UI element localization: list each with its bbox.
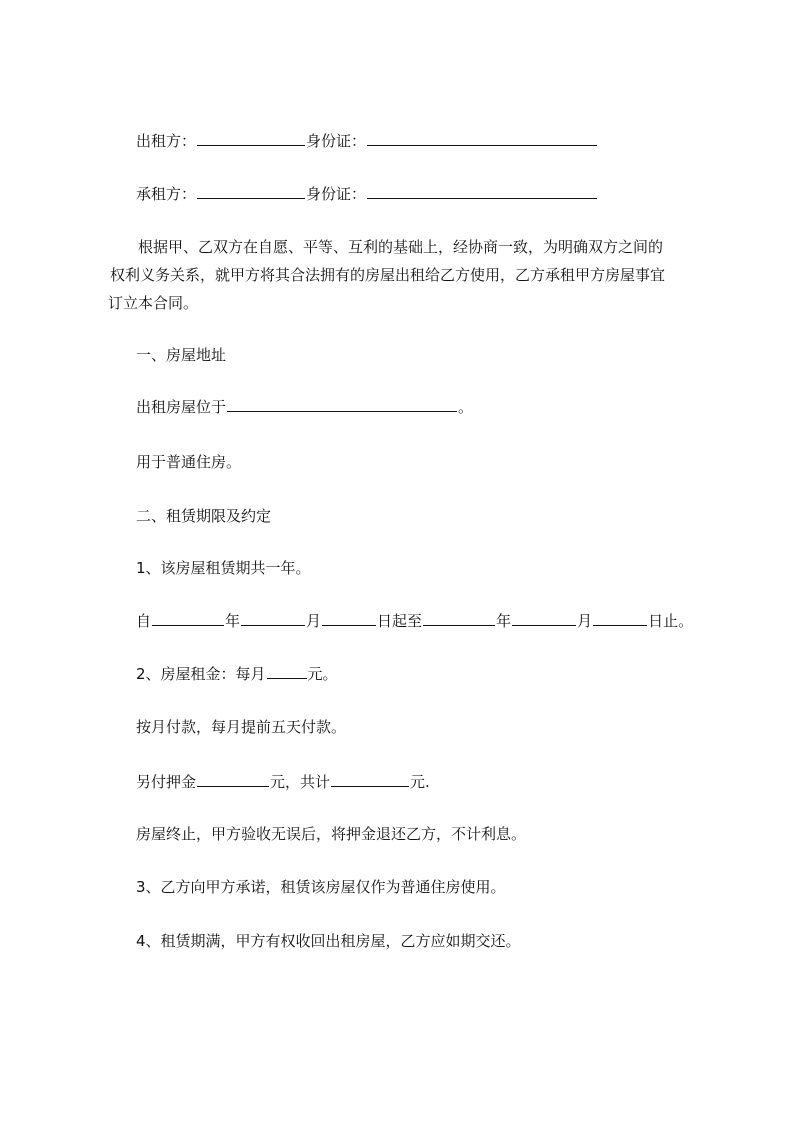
period-from: 自: [136, 612, 152, 630]
rent-prefix: 2、房屋租金：每月: [136, 665, 266, 683]
end-month-blank[interactable]: [512, 611, 576, 626]
lessee-label: 承租方：: [136, 185, 197, 203]
preamble-line-1: 根据甲、乙双方在自愿、平等、互利的基础上，经协商一致，为明确双方之间的: [138, 238, 664, 256]
lessor-id-blank[interactable]: [367, 131, 597, 146]
start-month-blank[interactable]: [241, 611, 305, 626]
period-line: [136, 611, 693, 631]
lessor-name-blank[interactable]: [197, 131, 305, 146]
term-line: 1、该房屋租赁期共一年。: [136, 559, 311, 577]
lessee-name-blank[interactable]: [197, 184, 305, 199]
lessee-id-label: 身份证：: [306, 185, 367, 203]
period-month-2: 月: [577, 612, 593, 630]
deposit-prefix: 另付押金: [136, 773, 197, 791]
preamble-line-3: 订立本合同。: [108, 294, 199, 312]
lessor-label: 出租方：: [136, 132, 197, 150]
period-year-2: 年: [496, 612, 512, 630]
refund-line: 房屋终止，甲方验收无误后，将押金退还乙方，不计利息。: [136, 825, 527, 843]
address-blank[interactable]: [227, 397, 457, 412]
address-prefix: 出租房屋位于: [136, 398, 227, 416]
period-day-2: 日止。: [648, 612, 694, 630]
deposit-mid: 元，共计: [270, 773, 331, 791]
payment-line: 按月付款，每月提前五天付款。: [136, 718, 347, 736]
end-year-blank[interactable]: [423, 611, 495, 626]
start-year-blank[interactable]: [152, 611, 224, 626]
lessee-line: [136, 184, 598, 204]
preamble-line-2: 权利义务关系，就甲方将其合法拥有的房屋出租给乙方使用，乙方承租甲方房屋事宜: [110, 266, 666, 284]
promise-line: 3、乙方向甲方承诺，租赁该房屋仅作为普通住房使用。: [136, 878, 506, 896]
lessor-line: [136, 131, 598, 151]
address-suffix: 。: [458, 398, 474, 416]
period-month-1: 月: [306, 612, 322, 630]
section2-heading: 二、租赁期限及约定: [136, 507, 272, 525]
lessor-id-label: 身份证：: [306, 132, 367, 150]
rent-amount-blank[interactable]: [267, 664, 307, 679]
address-line: [136, 397, 473, 417]
period-year-1: 年: [225, 612, 241, 630]
total-amount-blank[interactable]: [331, 772, 409, 787]
start-day-blank[interactable]: [322, 611, 376, 626]
lessee-id-blank[interactable]: [367, 184, 597, 199]
preamble-paragraph: [108, 233, 704, 317]
deposit-line: [136, 772, 430, 792]
rent-line: [136, 664, 338, 684]
usage-line: 用于普通住房。: [136, 453, 242, 471]
deposit-suffix: 元.: [410, 773, 430, 791]
rent-suffix: 元。: [307, 665, 338, 683]
end-day-blank[interactable]: [593, 611, 647, 626]
deposit-amount-blank[interactable]: [197, 772, 269, 787]
section1-heading: 一、房屋地址: [136, 346, 227, 364]
expiry-line: 4、租赁期满，甲方有权收回出租房屋，乙方应如期交还。: [136, 932, 521, 950]
period-day-1: 日起至: [377, 612, 423, 630]
